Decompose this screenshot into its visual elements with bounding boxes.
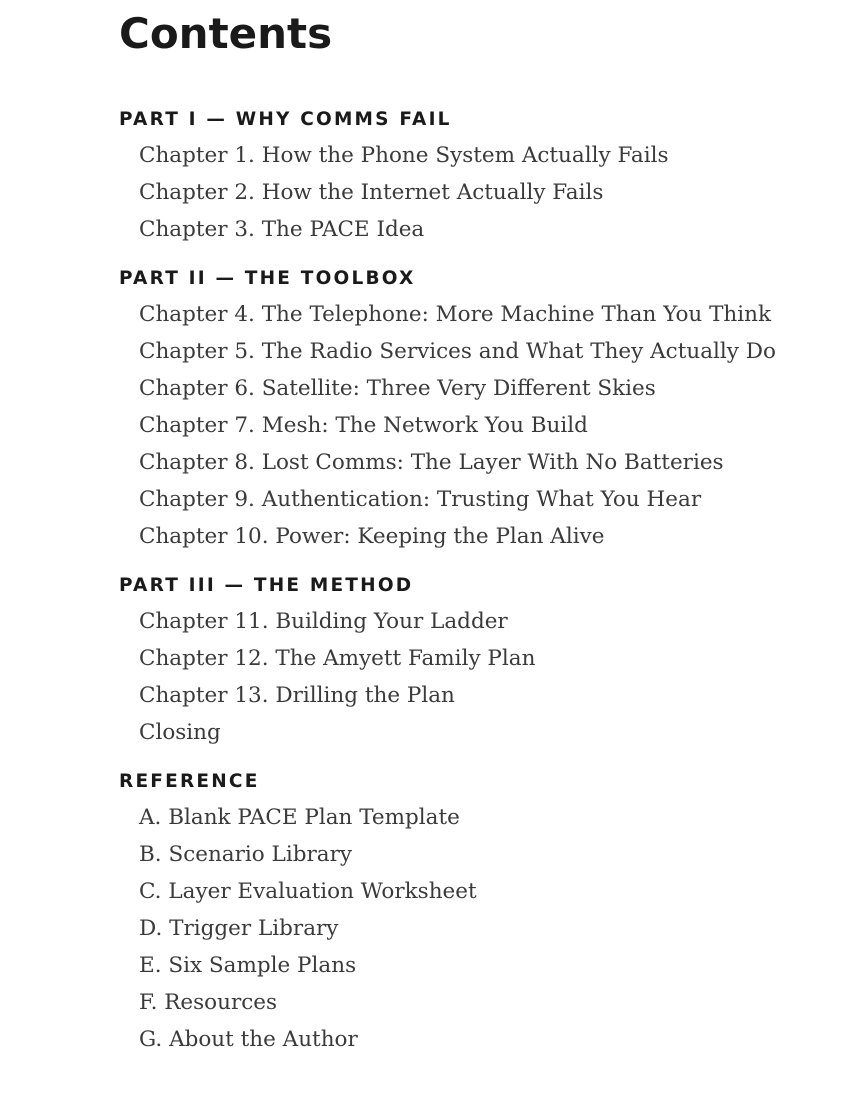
part-2 <box>119 266 860 555</box>
chapter-list <box>119 137 860 248</box>
part-3 <box>119 573 860 751</box>
part-title: PART I — WHY COMMS FAIL <box>119 109 452 130</box>
part-title: PART III — THE METHOD <box>119 575 414 596</box>
toc-entry-chapter-12[interactable]: Chapter 12. The Amyett Family Plan <box>139 646 536 671</box>
toc-entry-appendix-a[interactable]: A. Blank PACE Plan Template <box>139 805 460 830</box>
toc-entry-chapter-1[interactable]: Chapter 1. How the Phone System Actually Fails <box>139 143 669 168</box>
part-1 <box>119 107 860 248</box>
page-title: Contents <box>119 9 333 58</box>
chapter-list <box>119 296 860 555</box>
appendix-list <box>119 799 860 1058</box>
part-title: PART II — THE TOOLBOX <box>119 268 416 289</box>
chapter-list <box>119 603 860 751</box>
toc-entry-appendix-d[interactable]: D. Trigger Library <box>139 916 339 941</box>
toc-entry-appendix-g[interactable]: G. About the Author <box>139 1027 358 1052</box>
reference-section <box>119 769 860 1058</box>
toc-entry-chapter-2[interactable]: Chapter 2. How the Internet Actually Fails <box>139 180 604 205</box>
toc-entry-chapter-7[interactable]: Chapter 7. Mesh: The Network You Build <box>139 413 588 438</box>
toc-entry-chapter-3[interactable]: Chapter 3. The PACE Idea <box>139 217 425 242</box>
toc-entry-chapter-6[interactable]: Chapter 6. Satellite: Three Very Different Skies <box>139 376 656 401</box>
toc-entry-chapter-13[interactable]: Chapter 13. Drilling the Plan <box>139 683 455 708</box>
part-title: REFERENCE <box>119 771 260 792</box>
toc-entry-chapter-11[interactable]: Chapter 11. Building Your Ladder <box>139 609 508 634</box>
toc-entry-chapter-4[interactable]: Chapter 4. The Telephone: More Machine Than You Think <box>139 302 772 327</box>
toc-entry-appendix-e[interactable]: E. Six Sample Plans <box>139 953 357 978</box>
toc-entry-appendix-c[interactable]: C. Layer Evaluation Worksheet <box>139 879 477 904</box>
toc-entry-chapter-8[interactable]: Chapter 8. Lost Comms: The Layer With No Batteries <box>139 450 724 475</box>
toc-entry-chapter-9[interactable]: Chapter 9. Authentication: Trusting What You Hear <box>139 487 702 512</box>
toc-entry-appendix-f[interactable]: F. Resources <box>139 990 278 1015</box>
toc-entry-chapter-5[interactable]: Chapter 5. The Radio Services and What They Actually Do <box>139 339 776 364</box>
toc-entry-chapter-10[interactable]: Chapter 10. Power: Keeping the Plan Alive <box>139 524 605 549</box>
toc-entry-appendix-b[interactable]: B. Scenario Library <box>139 842 352 867</box>
toc-entry-closing[interactable]: Closing <box>139 720 221 745</box>
